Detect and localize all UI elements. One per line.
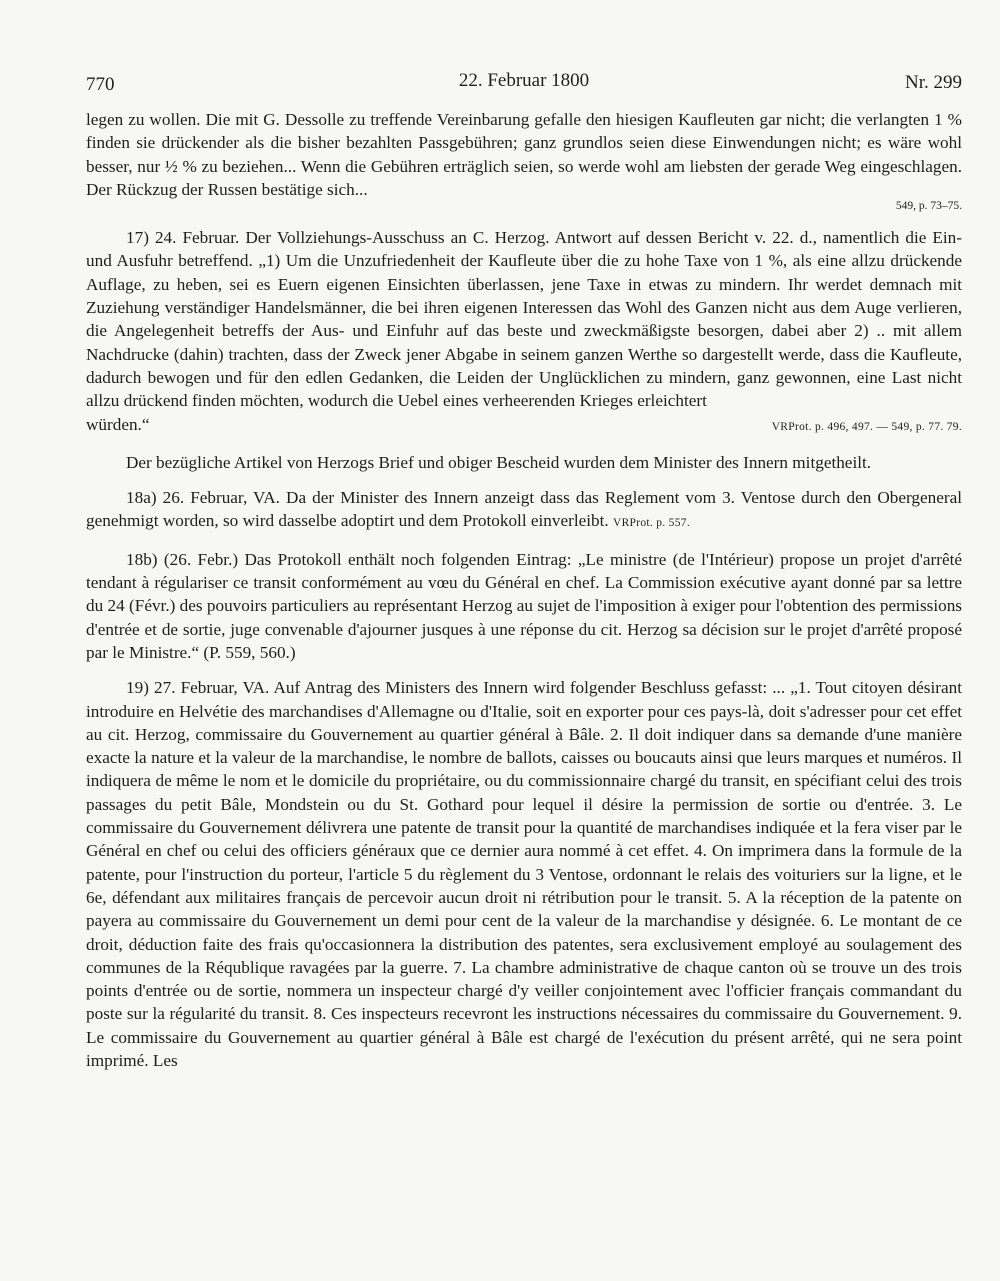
entry-text: Auf Antrag des Ministers des Innern wird folgender Beschluss gefasst: ... „1. Tout citoyen désirant introduire en Helvétie des marchandises d'Allemagne ou d'Italie, soit en exporter pour ces pays-là, doit s'adresser pour cet effet au cit. Herzog, commissaire du Gouvernement au quartier général à Bâle. 2. Il doit indiquer dans sa demande d'une manière exacte la nature et la valeur de la marchandise, le nombre de ballots, caisses ou boucauts ainsi que leurs marques et numéros. Il indiquera de même le nom et le domicile du propriétaire, ou du commissionnaire chargé du transit, en spécifiant celui des trois passages du petit Bâle, Mondstein ou du St. Gothard pour lequel il désire la permission de sortie ou d'entrée. 3. Le commissaire du Gouvernement délivrera une patente de transit pour la quantité de marchandises indiquée et la fera viser par le Général en chef ou celui des officiers généraux que ce dernier aura nommé à cet effet. 4. On imprimera dans la formule de la patente, pour l'instruction du porteur, l'article 5 du règlement du 3 Ventose, ordonnant le relais des voituriers sur la ligne, et le 6e, défendant aux militaires français de percevoir aucun droit ni rétribution pour le transit. 5. A la réception de la patente on payera au commissaire du Gouvernement un demi pour cent de la valeur de la marchandise y désignée. 6. Le montant de ce droit, déduction faite des frais qu'occasionnera la distribution des patentes, sera exclusivement employé au soulagement des communes de la Réqublique ravagées par la guerre. 7. La chambre administrative de chaque canton où se trouve un des trois points d'entrée ou de sortie, nommera un inspecteur chargé d'y veiller conjointement avec l'officier français commandant du poste sur la régularité du transit. 8. Ces inspecteurs recevront les instructions nécessaires du commissaire du Gouvernement. 9. Le commissaire du Gouvernement au quartier général à Bâle est chargé de l'exécution du présent arrêté, qui ne sera point imprimé. Les: [86, 678, 962, 1070]
entry-17: [86, 226, 962, 412]
entry-heading: 19) 27. Februar, VA.: [126, 678, 270, 698]
paragraph-continuation: [86, 108, 962, 201]
document-number: Nr. 299: [905, 72, 962, 93]
page-header: [86, 62, 962, 108]
note-text: Der bezügliche Artikel von Herzogs Brief und obiger Bescheid wurden dem Minister des Innern mitgetheilt.: [126, 452, 872, 472]
entry-heading: 18a) 26. Februar, VA.: [126, 488, 280, 508]
note-paragraph: [86, 451, 962, 474]
entry-heading: 17) 24. Februar.: [126, 228, 240, 248]
entry-text: Das Protokoll enthält noch folgenden Eintrag: „Le ministre (de l'Intérieur) propose un projet d'arrêté tendant à régulariser ce transit conformément au vœu du Général en chef. La Commission exécutive ayant donné par sa lettre du 24 (Févr.) des pouvoirs particuliers au représentant Herzog au sujet de l'imposition à exiger pour l'obtention des permissions d'entrée et de sortie, juge convenable d'ajourner jusques à une réponse du cit. Herzog sa décision sur le projet d'arrêté proposé par le Ministre.“ (P. 559, 560.): [86, 549, 962, 662]
entry-heading: 18b) (26. Febr.): [126, 549, 239, 569]
entry-19: [86, 676, 962, 1072]
source-reference: VRProt. p. 496, 497. — 549, p. 77. 79.: [771, 420, 962, 433]
source-reference: VRProt. p. 557.: [612, 517, 691, 530]
entry-18a: [86, 486, 962, 536]
page-number: 770: [86, 74, 115, 95]
source-reference: 549, p. 73–75.: [895, 200, 962, 213]
paragraph-text: legen zu wollen. Die mit G. Dessolle zu treffende Vereinbarung gefalle den hiesigen Kaufleuten gar nicht; die verlangten 1 % finden sie drückender als die bisher bezahlten Passgebühren; ganz grundlos seien diese Einwendungen nicht; es wäre wohl besser, nur ½ % zu beziehen... Wenn die Gebühren erträglich seien, so werde wohl am liebsten der gerade Weg eingeschlagen. Der Rückzug der Russen bestätige sich...: [86, 110, 962, 199]
entry-text: Der Vollziehungs-Ausschuss an C. Herzog. Antwort auf dessen Bericht v. 22. d., namentlich die Ein- und Ausfuhr betreffend. „1) Um die Unzufriedenheit der Kaufleute über die zu hohe Taxe von 1 %, als eine allzu drückende Auflage, zu heben, sei es Euern eigenen Einsichten überlassen, jene Taxe in etwas zu mindern. Ihr werdet demnach mit Zuziehung verständiger Handelsmänner, die bei ihren eigenen Interessen das Wohl des Ganzen nicht aus dem Auge verlieren, die Angelegenheit betreffs der Aus- und Einfuhr auf das beste und zweckmäßigste besorgen, dabei aber 2) .. mit allem Nachdrucke (dahin) trachten, dass der Zweck jener Abgabe in seinem ganzen Werthe so dargestellt werde, dass die Kaufleute, dadurch bewogen und für den edlen Gedanken, die Leiden der Unglücklichen zu mindern, ganz gewonnen, eine Last nicht allzu drückend finden möchten, wodurch die Uebel eines verheerenden Krieges erleichtert: [86, 228, 962, 411]
entry-text: Da der Minister des Innern anzeigt dass das Reglement vom 3. Ventose durch den Obergeneral genehmigt worden, so wird dasselbe adoptirt und dem Protokoll einverleibt.: [86, 488, 962, 531]
entry-text-end: würden.“: [86, 414, 150, 434]
running-date: 22. Februar 1800: [458, 70, 590, 91]
entry-18b: [86, 548, 962, 664]
entry-17-last-line: [86, 413, 962, 439]
